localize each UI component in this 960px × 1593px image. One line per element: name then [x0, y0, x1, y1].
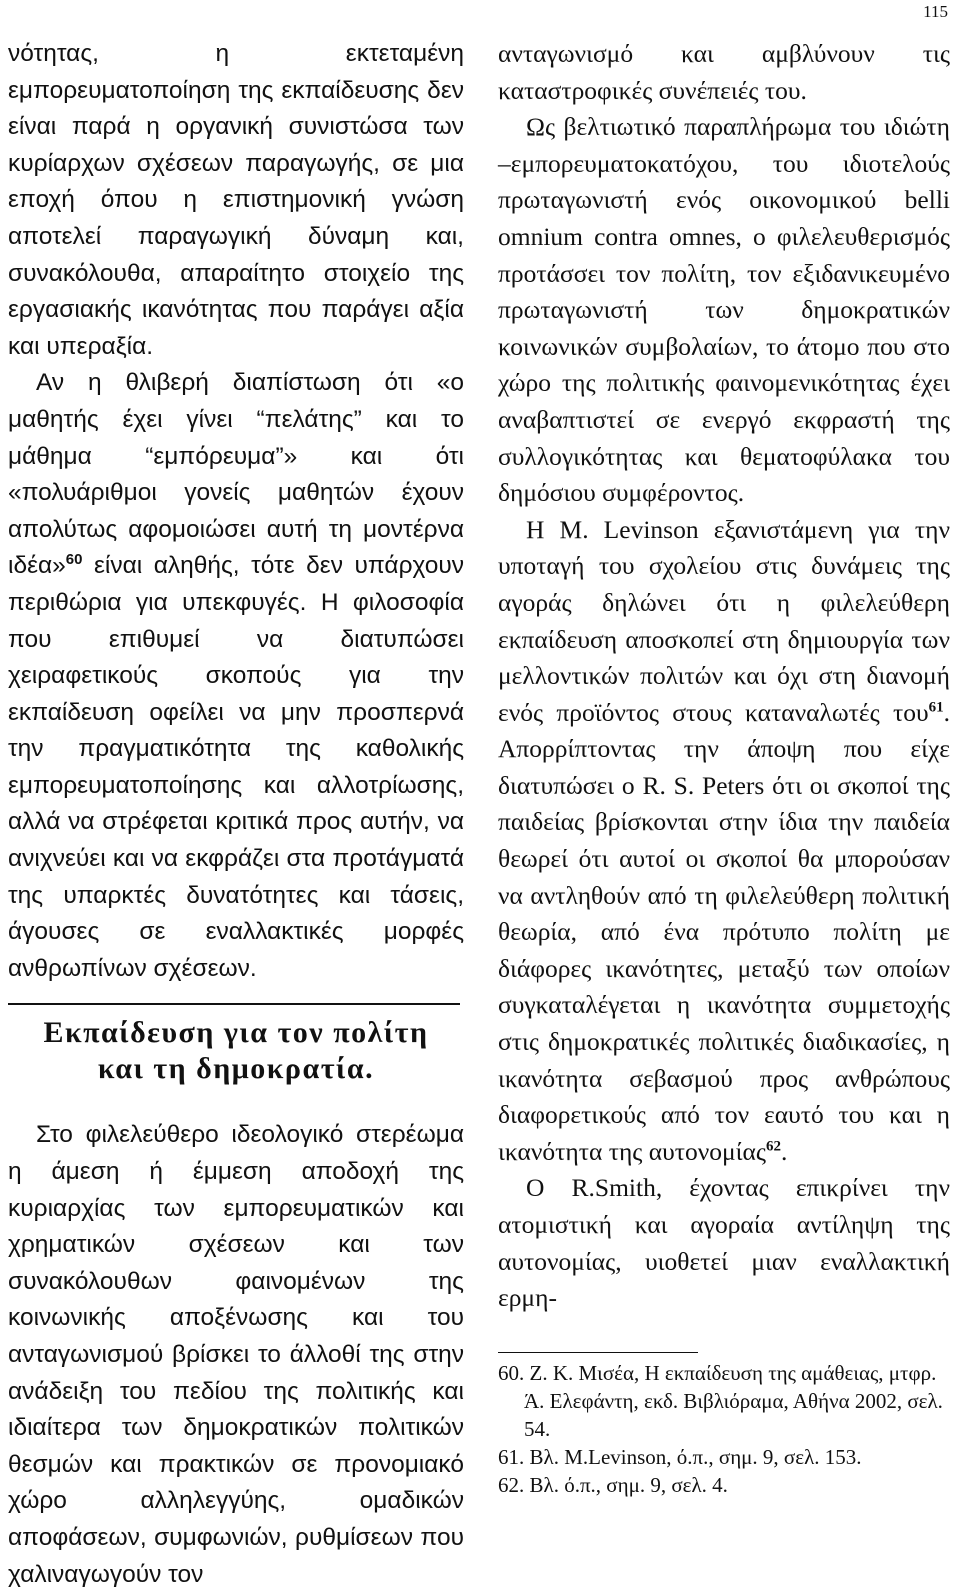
paragraph-text: .: [781, 1136, 788, 1166]
paragraph-text: είναι αληθής, τότε δεν υπάρχουν περιθώρια για υπεκφυγές. Η φιλοσοφία που επιθυμεί να διατυπώσει χειραφετικούς σκοπούς για την εκπαίδευση οφείλει να μην προσπερνά την πραγματικότητα της καθολικής εμπορευματοποίησης και αλλοτρίωσης, αλλά να στρέφεται κριτικά προς αυτήν, να ανιχνεύει και να εκφράζει στα προτάγματά της υπαρκτές δυνατότητες και τάσεις, άγουσες σε εναλλακτικές μορφές ανθρωπίνων σχέσεων.: [8, 552, 464, 982]
paragraph-text: Αν η θλιβερή διαπίστωση ότι «ο μαθητής έχει γίνει “πελάτης” και το μάθημα “εμπόρευμα”» και ότι «πολυάριθμοι γονείς μαθητών έχουν απολύτως αφομοιώσει αυτή τη μοντέρνα ιδέα»: [8, 369, 464, 580]
paragraph: Ο R.Smith, έχοντας επικρίνει την ατομιστική και αγοραία αντίληψη της αυτονομίας, υιοθετεί μιαν εναλλακτική ερμη-: [498, 1173, 950, 1313]
footnote-61: 61. Βλ. M.Levinson, ό.π., σημ. 9, σελ. 153.: [498, 1445, 862, 1469]
paragraph-text: . Απορρίπτοντας την άποψη που είχε διατυπώσει ο R. S. Peters ότι οι σκοποί της παιδείας βρίσκονται στην ίδια την παιδεία θεωρεί ότι αυτοί οι σκοποί θα μπορούσαν να αντληθούν από τη φιλελεύθερη πολιτική θεωρία, από ένα πρότυπο πολίτη με διάφορες ικανότητες, μεταξύ των οποίων συγκαταλέγεται η ικανότητα συμμετοχής στις δημοκρατικές πολιτικές διαδικασίες, η ικανότητα σεβασμού προς ανθρώπους διαφορετικούς από τον εαυτό του και η ικανότητα της αυτονομίας: [498, 697, 950, 1166]
paragraph: [8, 365, 464, 987]
footnote-ref-61: 61: [928, 699, 944, 716]
paragraph: ανταγωνισμό και αμβλύνουν τις καταστροφικές συνέπειές του.: [498, 39, 950, 105]
footnote-ref-62: 62: [766, 1138, 781, 1155]
footnotes: [498, 1352, 950, 1499]
section-heading-line: Εκπαίδευση για τον πολίτη: [43, 1016, 429, 1050]
section-heading: [8, 1009, 464, 1117]
footnote-60: 60. Ζ. Κ. Μισέα, Η εκπαίδευση της αμάθειας, μτφρ. Ά. Ελεφάντη, εκδ. Βιβλιόραμα, Αθήνα 2002, σελ. 54.: [498, 1361, 943, 1441]
paragraph: [498, 512, 950, 1171]
footnote-62: 62. Βλ. ό.π., σημ. 9, σελ. 4.: [498, 1473, 728, 1497]
page-number: 115: [923, 2, 948, 21]
footnote-divider: [498, 1352, 698, 1353]
footnote-ref-60: 60: [65, 551, 83, 569]
right-column: [498, 36, 950, 1317]
paragraph: Στο φιλελεύθερο ιδεολογικό στερέωμα η άμεση ή έμμεση αποδοχή της κυριαρχίας των εμπορευματικών και χρηματικών σχέσεων και των συνακόλουθων φαινομένων της κοινωνικής αποξένωσης και του ανταγωνισμού βρίσκει το άλλοθί της στην ανάδειξη του πεδίου της πολιτικής και ιδιαίτερα των δημοκρατικών πολιτικών θεσμών και πρακτικών σε προνομιακό χώρο αλληλεγγύης, ομαδικών αποφάσεων, συμφωνιών, ρυθμίσεων που χαλιναγωγούν τον: [8, 1121, 464, 1588]
left-column: [8, 36, 464, 1593]
paragraph: νότητας, η εκτεταμένη εμπορευματοποίηση της εκπαίδευσης δεν είναι παρά η οργανική συνιστώσα των κυρίαρχων σχέσεων παραγωγής, σε μια εποχή όπου η επιστημονική γνώση αποτελεί παραγωγική δύναμη και, συνακόλουθα, απαραίτητο στοιχείο της εργασιακής ικανότητας που παράγει αξία και υπεραξία.: [8, 40, 464, 360]
section-divider: [8, 1003, 460, 1005]
paragraph-text: Η Μ. Levinson εξανιστάμενη για την υποταγή του σχολείου στις δυνάμεις της αγοράς δηλώνει ότι η φιλελεύθερη εκπαίδευση αποσκοπεί στη δημιουργία των μελλοντικών πολιτών και όχι στη διανομή ενός προϊόντος στους καταναλωτές του: [498, 514, 950, 727]
paragraph: Ως βελτιωτικό παραπλήρωμα του ιδιώτη –εμπορευματοκατόχου, του ιδιοτελούς πρωταγωνιστή ενός οικονομικού belli omnium contra omnes, ο φιλελευθερισμός προτάσσει τον πολίτη, τον εξιδανικευμένο πρωταγωνιστή των δημοκρατικών κοινωνικών συμβολαίων, το άτομο που στο χώρο της πολιτικής φαινομενικότητας έχει αναβαπτιστεί σε ενεργό εκφραστή της συλλογικότητας και θεματοφύλακα του δημόσιου συμφέροντος.: [498, 112, 950, 508]
section-heading-line: και τη δημοκρατία.: [97, 1052, 375, 1086]
